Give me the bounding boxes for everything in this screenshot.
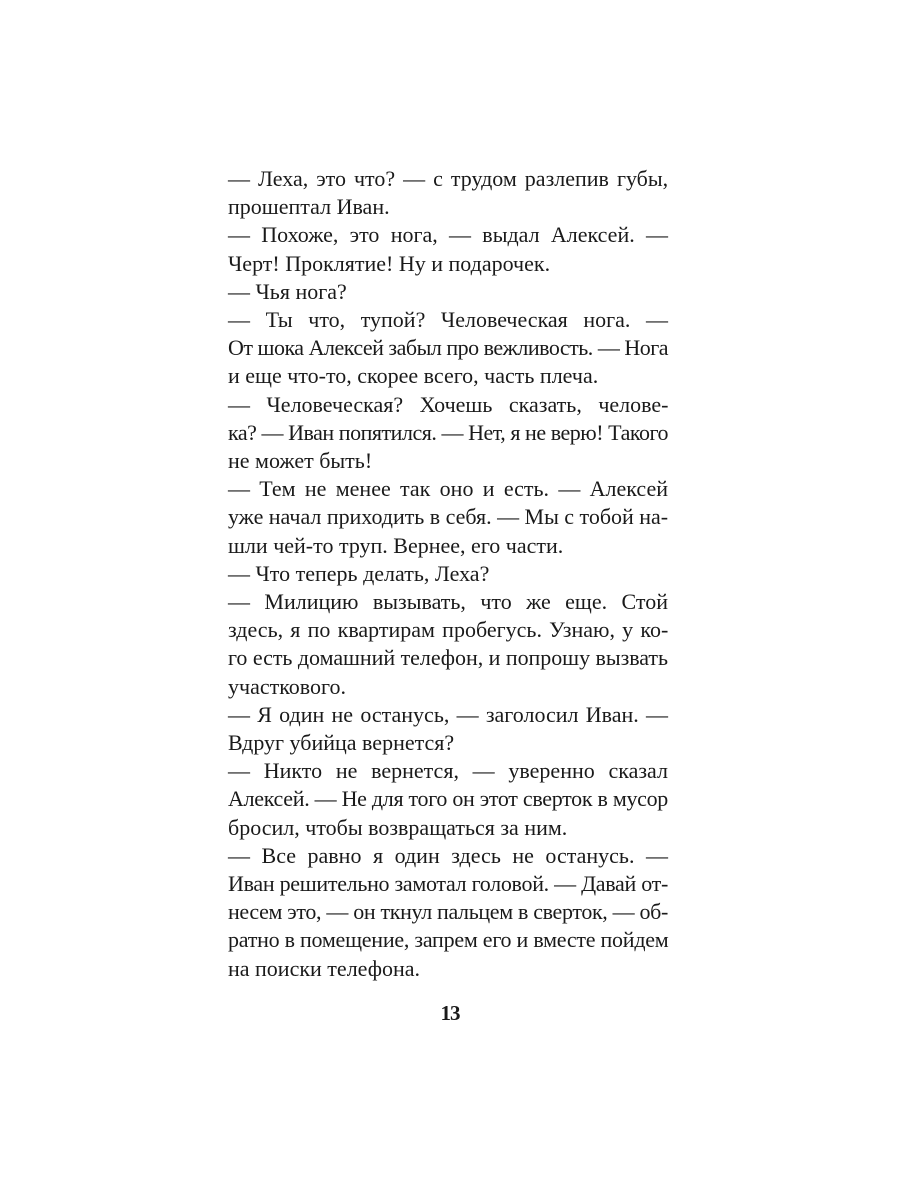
text-line: бросил, чтобы возвращаться за ним. bbox=[228, 814, 568, 840]
text-line: на поиски телефона. bbox=[228, 955, 420, 981]
text-line: Черт! Проклятие! Ну и подарочек. bbox=[228, 250, 551, 276]
text-line: — Милицию вызывать, что же еще. Стой bbox=[228, 589, 668, 615]
paragraph bbox=[200, 560, 668, 588]
text-line: ратно в помещение, запрем его и вместе пойдем bbox=[228, 927, 669, 953]
paragraph bbox=[200, 221, 668, 277]
text-line: — Похоже, это нога, — выдал Алексей. — bbox=[228, 222, 668, 248]
text-line: — Человеческая? Хочешь сказать, челове- bbox=[228, 391, 669, 417]
paragraph bbox=[200, 475, 668, 560]
text-line: и еще что-то, скорее всего, часть плеча. bbox=[228, 363, 599, 389]
text-line: Иван решительно замотал головой. — Давай от- bbox=[228, 871, 668, 897]
text-line: — Я один не останусь, — заголосил Иван. — bbox=[228, 701, 669, 727]
paragraph bbox=[200, 165, 668, 221]
text-line: — Никто не вернется, — уверенно сказал bbox=[228, 758, 668, 784]
text-line: От шока Алексей забыл про вежливость. — Нога bbox=[228, 335, 668, 361]
paragraph bbox=[200, 842, 668, 983]
text-line: — Чья нога? bbox=[228, 278, 347, 304]
text-line: — Что теперь делать, Леха? bbox=[228, 560, 490, 586]
text-line: шли чей-то труп. Вернее, его части. bbox=[228, 532, 564, 558]
text-line: ка? — Иван попятился. — Нет, я не верю! Такого bbox=[228, 419, 668, 445]
text-line: — Тем не менее так оно и есть. — Алексей bbox=[228, 476, 668, 502]
paragraph bbox=[200, 278, 668, 306]
text-line: здесь, я по квартирам пробегусь. Узнаю, у ко- bbox=[228, 617, 669, 643]
text-line: — Леха, это что? — с трудом разлепив губы, bbox=[228, 166, 669, 191]
text-line: участкового. bbox=[228, 673, 346, 699]
paragraph bbox=[200, 701, 668, 757]
paragraph bbox=[200, 757, 668, 842]
text-line: — Ты что, тупой? Человеческая нога. — bbox=[228, 307, 668, 333]
paragraph bbox=[200, 391, 668, 476]
paragraph bbox=[200, 306, 668, 391]
text-line: несем это, — он ткнул пальцем в сверток, — об- bbox=[228, 899, 668, 925]
text-line: Алексей. — Не для того он этот сверток в мусор bbox=[228, 786, 668, 812]
text-line: уже начал приходить в себя. — Мы с тобой на- bbox=[228, 504, 668, 530]
paragraph bbox=[200, 588, 668, 701]
text-line: — Все равно я один здесь не останусь. — bbox=[228, 842, 668, 868]
body-text bbox=[200, 165, 668, 983]
text-line: го есть домашний телефон, и попрошу вызвать bbox=[228, 645, 668, 671]
text-line: не может быть! bbox=[228, 448, 373, 474]
page-number: 13 bbox=[440, 1001, 460, 1025]
text-line: Вдруг убийца вернется? bbox=[228, 730, 455, 756]
text-line: прошептал Иван. bbox=[228, 194, 390, 220]
